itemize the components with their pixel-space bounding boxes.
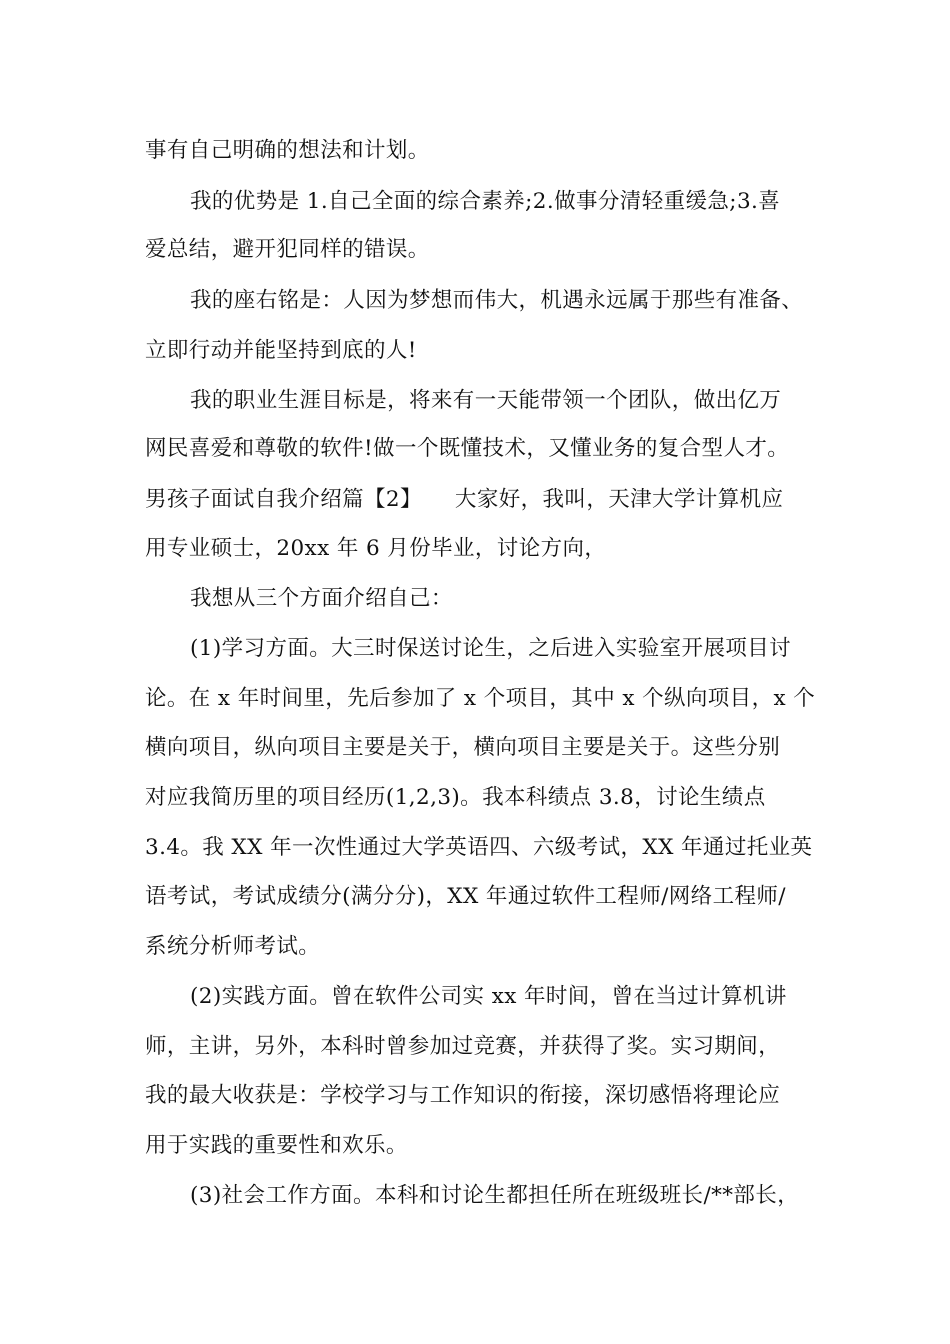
- text-line: 我的职业生涯目标是，将来有一天能带领一个团队，做出亿万: [190, 388, 782, 413]
- text-line: 3.4。我 XX 年一次性通过大学英语四、六级考试，XX 年通过托业英: [145, 835, 813, 860]
- text-line: 我想从三个方面介绍自己：: [190, 586, 453, 611]
- text-line: 横向项目，纵向项目主要是关于，横向项目主要是关于。这些分别: [145, 735, 781, 760]
- text-line: (1)学习方面。大三时保送讨论生，之后进入实验室开展项目讨: [190, 636, 792, 661]
- text-line: 网民喜爱和尊敬的软件!做一个既懂技术，又懂业务的复合型人才。: [145, 436, 790, 461]
- text-line: 事有自己明确的想法和计划。: [145, 138, 430, 163]
- text-line: 师，主讲，另外，本科时曾参加过竞赛，并获得了奖。实习期间，: [145, 1034, 781, 1059]
- text-line: (2)实践方面。曾在软件公司实 xx 年时间，曾在当过计算机讲: [190, 984, 787, 1009]
- text-line: 男孩子面试自我介绍篇【2】 大家好，我叫，天津大学计算机应: [145, 487, 784, 512]
- text-line: 系统分析师考试。: [145, 934, 321, 959]
- text-line: 我的优势是 1.自己全面的综合素养;2.做事分清轻重缓急;3.喜: [190, 189, 781, 214]
- text-line: 立即行动并能坚持到底的人!: [145, 338, 417, 363]
- text-line: 对应我简历里的项目经历(1,2,3)。我本科绩点 3.8，讨论生绩点: [145, 785, 766, 810]
- text-line: 爱总结，避开犯同样的错误。: [145, 237, 430, 262]
- text-line: 用于实践的重要性和欢乐。: [145, 1133, 408, 1158]
- text-line: 用专业硕士，20xx 年 6 月份毕业，讨论方向，: [145, 536, 607, 561]
- text-line: 我的座右铭是：人因为梦想而伟大，机遇永远属于那些有准备、: [190, 288, 804, 313]
- text-line: (3)社会工作方面。本科和讨论生都担任所在班级班长/**部长，: [190, 1183, 800, 1208]
- text-line: 语考试，考试成绩分(满分分)，XX 年通过软件工程师/网络工程师/: [145, 884, 786, 909]
- text-line: 论。在 x 年时间里，先后参加了 x 个项目，其中 x 个纵向项目，x 个: [145, 686, 816, 711]
- text-line: 我的最大收获是：学校学习与工作知识的衔接，深切感悟将理论应: [145, 1083, 781, 1108]
